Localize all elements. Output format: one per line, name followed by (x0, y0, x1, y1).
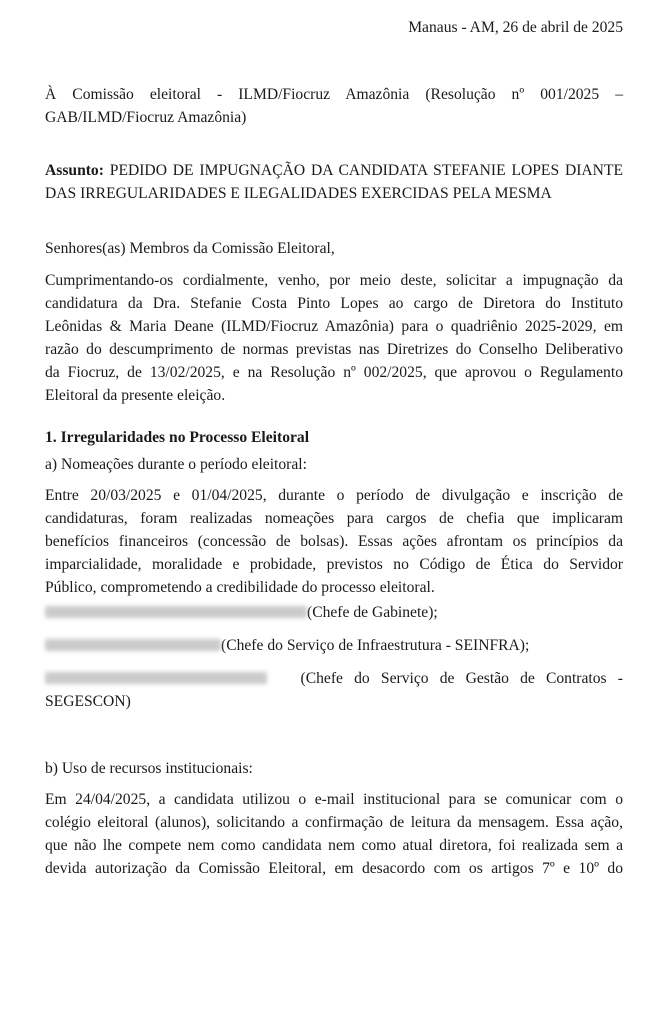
subject (45, 159, 623, 205)
subject-text: PEDIDO DE IMPUGNAÇÃO DA CANDIDATA STEFANIE LOPES DIANTE (109, 162, 623, 179)
paragraph-line: Entre 20/03/2025 e 01/04/2025, durante o período de divulgação e inscrição de (45, 487, 623, 504)
item-b-paragraph (45, 788, 623, 880)
item-a-paragraph (45, 484, 623, 599)
redacted-name (45, 672, 267, 684)
paragraph-line: benefícios financeiros (concessão de bolsas). Essas ações afrontam os princípios da (45, 533, 623, 550)
item-b-title: b) Uso de recursos institucionais: (45, 760, 253, 777)
redacted-name (45, 639, 221, 651)
paragraph-line: que não lhe compete nem como candidata nem como atual diretora, foi realizada sem a (45, 837, 623, 854)
paragraph-line: da Fiocruz, de 13/02/2025, e na Resolução nº 002/2025, que aprovou o Regulamento (45, 364, 623, 381)
appointment-role: (Chefe do Serviço de Gestão de Contratos - (300, 670, 623, 687)
recipient-line: À Comissão eleitoral - ILMD/Fiocruz Amazônia (Resolução nº 001/2025 – (45, 86, 623, 103)
appointment-item (45, 667, 623, 713)
paragraph-line: Em 24/04/2025, a candidata utilizou o e-mail institucional para se comunicar com o (45, 791, 623, 808)
paragraph-line: razão do descumprimento de normas previstas nas Diretrizes do Conselho Deliberativo (45, 341, 623, 358)
section-heading: 1. Irregularidades no Processo Eleitoral (45, 429, 310, 446)
paragraph-line: Leônidas & Maria Deane (ILMD/Fiocruz Amazônia) para o quadriênio 2025-2029, em (45, 318, 623, 335)
paragraph-line: Cumprimentando-os cordialmente, venho, por meio deste, solicitar a impugnação da (45, 272, 623, 289)
paragraph-line: Público, comprometendo a credibilidade do processo eleitoral. (45, 579, 435, 596)
recipient (45, 83, 623, 129)
recipient-line: GAB/ILMD/Fiocruz Amazônia) (45, 109, 247, 126)
subject-label: Assunto: (45, 162, 104, 179)
appointment-role: (Chefe de Gabinete); (307, 604, 438, 621)
paragraph-line: colégio eleitoral (alunos), solicitando a confirmação de leitura da mensagem. Essa ação, (45, 814, 623, 831)
redacted-name (45, 606, 307, 618)
paragraph-line: candidaturas, foram realizadas nomeações para cargos de chefia que implicaram (45, 510, 623, 527)
paragraph-line: Eleitoral da presente eleição. (45, 387, 226, 404)
appointment-line (45, 667, 623, 690)
appointment-role-continued: SEGESCON) (45, 693, 131, 710)
date-line: Manaus - AM, 26 de abril de 2025 (408, 19, 623, 36)
subject-line: DAS IRREGULARIDADES E ILEGALIDADES EXERCIDAS PELA MESMA (45, 185, 552, 202)
appointment-item (45, 634, 623, 657)
intro-paragraph (45, 269, 623, 407)
item-a-title: a) Nomeações durante o período eleitoral: (45, 456, 307, 473)
appointment-role: (Chefe do Serviço de Infraestrutura - SEINFRA); (221, 637, 530, 654)
paragraph-line: imparcialidade, moralidade e probidade, previstos no Código de Ética do Servidor (45, 556, 623, 573)
subject-line (45, 159, 623, 182)
salutation: Senhores(as) Membros da Comissão Eleitoral, (45, 240, 335, 257)
appointment-item (45, 601, 623, 624)
paragraph-line: candidatura da Dra. Stefanie Costa Pinto Lopes ao cargo de Diretora do Instituto (45, 295, 623, 312)
paragraph-line: devida autorização da Comissão Eleitoral, em desacordo com os artigos 7º e 10º do (45, 860, 623, 877)
